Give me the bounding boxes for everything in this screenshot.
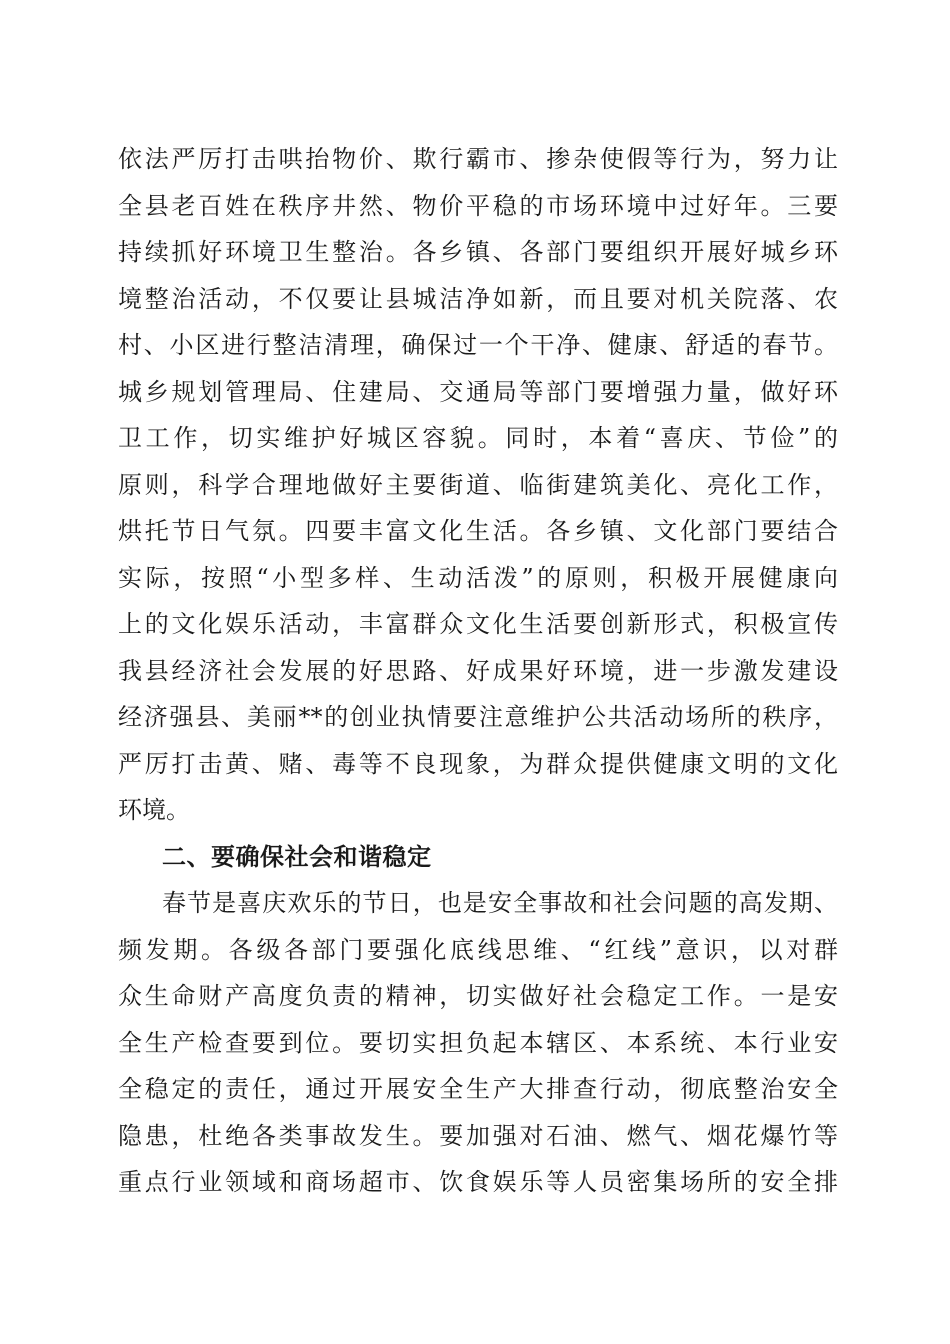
text-line: 烘托节日气氛。四要丰富文化生活。各乡镇、文化部门要结合 bbox=[118, 517, 838, 545]
text-line: 我县经济社会发展的好思路、好成果好环境，进一步激发建设 bbox=[118, 656, 838, 685]
text-line: 依法严厉打击哄抬物价、欺行霸市、掺杂使假等行为，努力让 bbox=[118, 145, 838, 173]
text-line: 重点行业领域和商场超市、饮食娱乐等人员密集场所的安全排 bbox=[118, 1168, 838, 1196]
text-line: 经济强县、美丽**的创业执情要注意维护公共活动场所的秩序， bbox=[118, 703, 838, 731]
text-line: 春节是喜庆欢乐的节日，也是安全事故和社会问题的高发期、 bbox=[162, 889, 838, 917]
text-line: 全县老百姓在秩序井然、物价平稳的市场环境中过好年。三要 bbox=[118, 191, 838, 220]
text-line: 全稳定的责任，通过开展安全生产大排查行动，彻底整治安全 bbox=[118, 1075, 838, 1103]
document-body bbox=[118, 136, 838, 1206]
text-line: 上的文化娱乐活动，丰富群众文化生活要创新形式，积极宣传 bbox=[118, 610, 838, 638]
text-line: 全生产检查要到位。要切实担负起本辖区、本系统、本行业安 bbox=[118, 1028, 838, 1057]
text-line: 城乡规划管理局、住建局、交通局等部门要增强力量，做好环 bbox=[118, 377, 838, 406]
text-line: 严厉打击黄、赌、毒等不良现象，为群众提供健康文明的文化 bbox=[118, 749, 838, 778]
text-line: 村、小区进行整洁清理，确保过一个干净、健康、舒适的春节。 bbox=[118, 331, 838, 359]
text-line: 实际，按照“小型多样、生动活泼”的原则，积极开展健康向 bbox=[118, 563, 838, 592]
paragraph-social-stability bbox=[118, 880, 838, 1206]
text-line: 众生命财产高度负责的精神，切实做好社会稳定工作。一是安 bbox=[118, 982, 838, 1010]
text-line: 环境。 bbox=[118, 796, 190, 824]
text-line: 隐患，杜绝各类事故发生。要加强对石油、燃气、烟花爆竹等 bbox=[118, 1121, 838, 1150]
text-line: 卫工作，切实维护好城区容貌。同时，本着“喜庆、节俭”的 bbox=[118, 424, 838, 452]
text-line: 频发期。各级各部门要强化底线思维、“红线”意识，以对群 bbox=[118, 935, 838, 964]
section-heading: 二、要确保社会和谐稳定 bbox=[162, 842, 432, 871]
text-line: 原则，科学合理地做好主要街道、临街建筑美化、亮化工作， bbox=[118, 470, 838, 499]
text-line: 境整治活动，不仅要让县城洁净如新，而且要对机关院落、农 bbox=[118, 284, 838, 313]
paragraph-market-culture bbox=[118, 136, 838, 834]
text-line: 持续抓好环境卫生整治。各乡镇、各部门要组织开展好城乡环 bbox=[118, 238, 838, 266]
